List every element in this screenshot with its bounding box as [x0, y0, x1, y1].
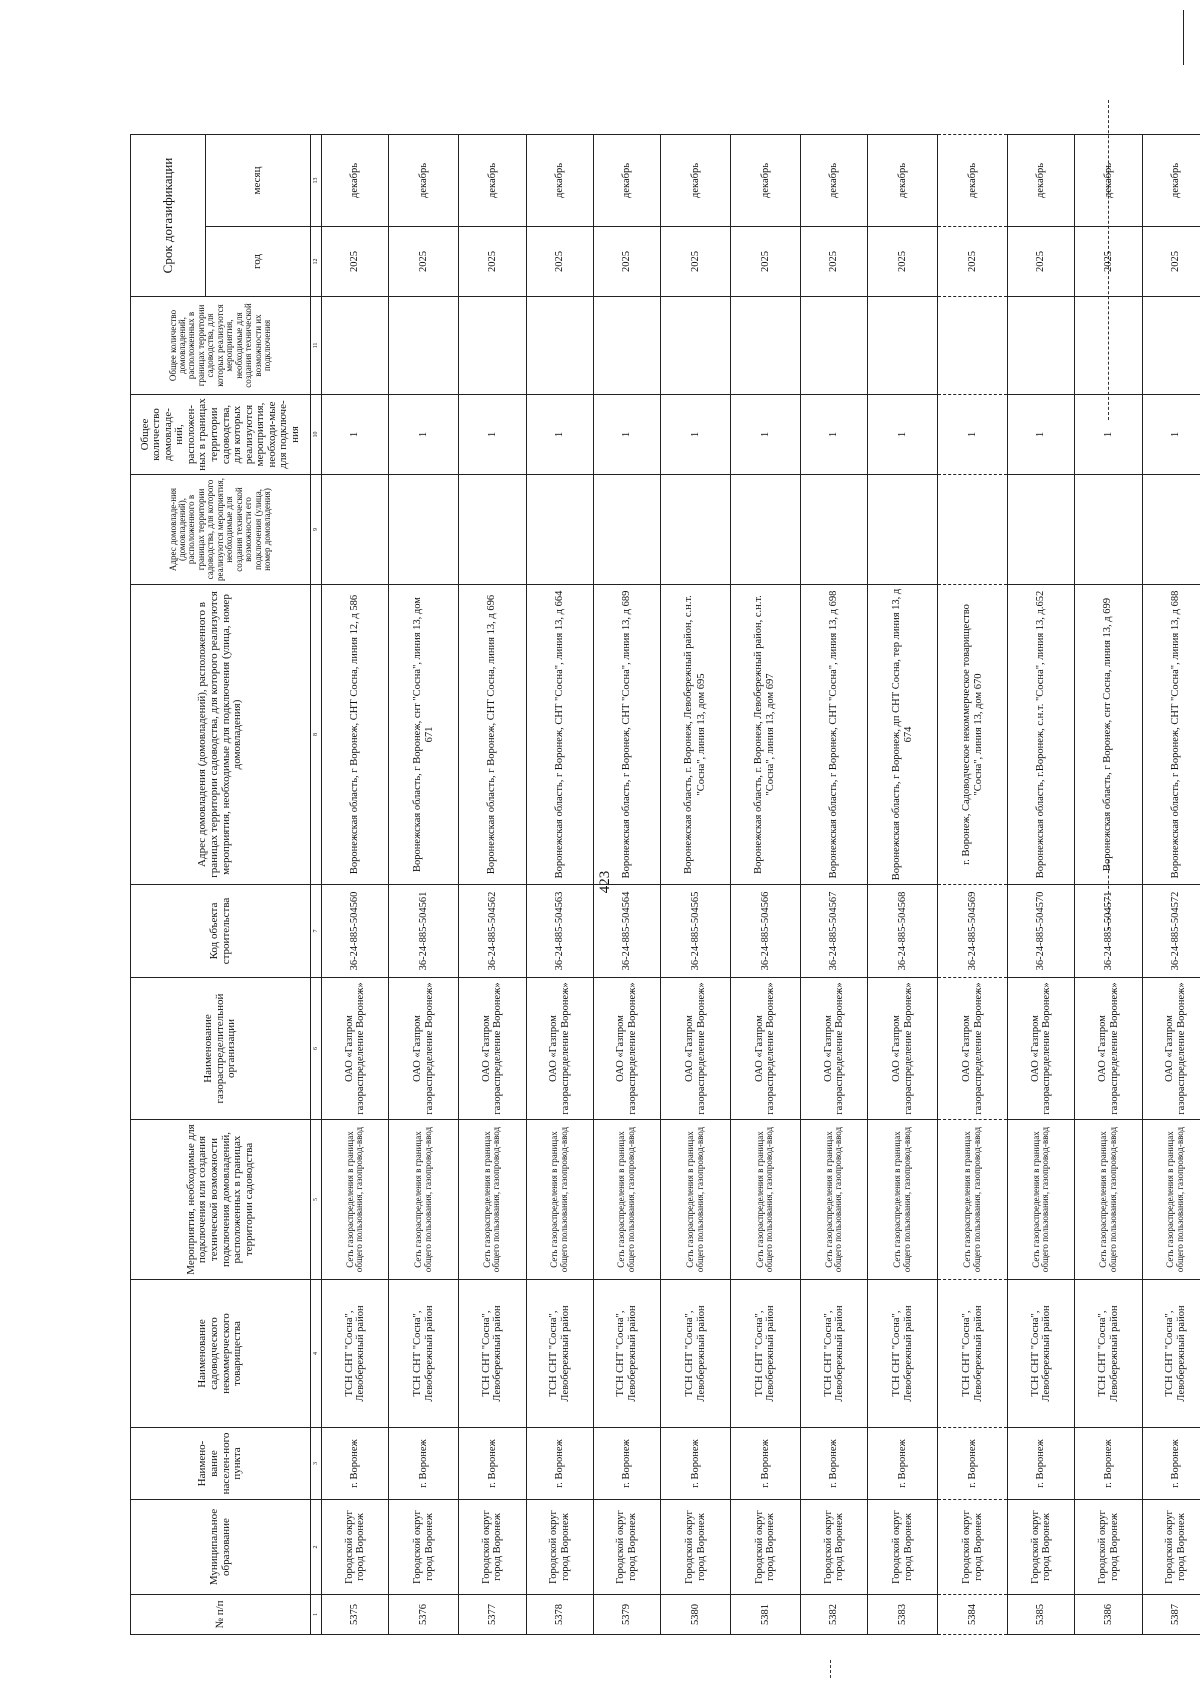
cell-count-tech: [800, 297, 867, 395]
cell-object-code: 36-24-885-504565: [661, 885, 731, 978]
cell-municipality: Городской округ город Воронеж: [1008, 1500, 1075, 1595]
col-num: 7: [311, 885, 322, 978]
cell-gas-org: ОАО «Газпром газораспределение Воронеж»: [800, 978, 867, 1120]
cell-year: 2025: [731, 227, 801, 297]
col-num: 6: [311, 978, 322, 1120]
cell-address: г. Воронеж, Садоводческое некоммерческое товарищество "Сосна", линия 13, дом 670: [938, 585, 1008, 885]
cell-municipality: Городской округ город Воронеж: [938, 1500, 1008, 1595]
cell-municipality: Городской округ город Воронеж: [868, 1500, 938, 1595]
cell-address-tech: [322, 475, 389, 585]
table-row: [1142, 135, 1200, 1635]
cell-no: 5387: [1142, 1595, 1200, 1635]
table-row: [938, 135, 1008, 1635]
cell-count: 1: [800, 395, 867, 475]
page-number: 423: [597, 870, 613, 894]
cell-municipality: Городской округ город Воронеж: [593, 1500, 660, 1595]
header-deadline: Срок догазификации: [131, 135, 206, 297]
cell-object-code: 36-24-885-504568: [868, 885, 938, 978]
cell-count: 1: [1008, 395, 1075, 475]
cell-count: 1: [731, 395, 801, 475]
cell-settlement: г. Воронеж: [800, 1428, 867, 1500]
cell-no: 5380: [661, 1595, 731, 1635]
cell-measure: Сеть газораспределения в границах общего пользования, газопровод-ввод: [938, 1120, 1008, 1280]
cell-measure: Сеть газораспределения в границах общего пользования, газопровод-ввод: [593, 1120, 660, 1280]
cell-object-code: 36-24-885-504569: [938, 885, 1008, 978]
cell-year: 2025: [868, 227, 938, 297]
cell-count-tech: [526, 297, 593, 395]
cell-object-code: 36-24-885-504567: [800, 885, 867, 978]
cell-municipality: Городской округ город Воронеж: [389, 1500, 459, 1595]
cell-address-tech: [731, 475, 801, 585]
column-numbers-row: [311, 135, 322, 1635]
cell-year: 2025: [593, 227, 660, 297]
cell-municipality: Городской округ город Воронеж: [322, 1500, 389, 1595]
cell-month: декабрь: [1142, 135, 1200, 227]
cell-address-tech: [1142, 475, 1200, 585]
cell-gas-org: ОАО «Газпром газораспределение Воронеж»: [459, 978, 526, 1120]
header-address: Адрес домовладения (домовладений), расположенного в границах территории садоводства, для которого реализуются мероприятия, необходимые для подключения (улица, номер домовладения): [131, 585, 311, 885]
cell-count: 1: [1142, 395, 1200, 475]
header-gas-org: Наименование газораспределительной организации: [131, 978, 311, 1120]
cell-measure: Сеть газораспределения в границах общего пользования, газопровод-ввод: [1008, 1120, 1075, 1280]
header-year: год: [206, 227, 311, 297]
cell-no: 5382: [800, 1595, 867, 1635]
cell-address: Воронежская область, г Воронеж, СНТ "Сосна", линия 13, д 698: [800, 585, 867, 885]
cell-year: 2025: [1075, 227, 1142, 297]
cell-month: декабрь: [1075, 135, 1142, 227]
table-row: [389, 135, 459, 1635]
cell-address-tech: [661, 475, 731, 585]
cell-no: 5375: [322, 1595, 389, 1635]
cell-year: 2025: [800, 227, 867, 297]
cell-measure: Сеть газораспределения в границах общего пользования, газопровод-ввод: [389, 1120, 459, 1280]
cell-month: декабрь: [389, 135, 459, 227]
table-row: [1075, 135, 1142, 1635]
cell-gas-org: ОАО «Газпром газораспределение Воронеж»: [322, 978, 389, 1120]
col-num: 9: [311, 475, 322, 585]
cell-month: декабрь: [1008, 135, 1075, 227]
cell-address-tech: [389, 475, 459, 585]
cell-month: декабрь: [593, 135, 660, 227]
cell-measure: Сеть газораспределения в границах общего пользования, газопровод-ввод: [322, 1120, 389, 1280]
cell-partnership: ТСН СНТ "Сосна", Левобережный район: [661, 1280, 731, 1428]
cell-count: 1: [526, 395, 593, 475]
cell-address: Воронежская область, г Воронеж, СНТ Сосна, линия 12, д 586: [322, 585, 389, 885]
cell-measure: Сеть газораспределения в границах общего пользования, газопровод-ввод: [661, 1120, 731, 1280]
header-month: месяц: [206, 135, 311, 227]
cell-municipality: Городской округ город Воронеж: [1075, 1500, 1142, 1595]
cell-settlement: г. Воронеж: [731, 1428, 801, 1500]
cell-address-tech: [800, 475, 867, 585]
cell-month: декабрь: [459, 135, 526, 227]
cell-object-code: 36-24-885-504562: [459, 885, 526, 978]
cell-settlement: г. Воронеж: [1008, 1428, 1075, 1500]
cell-measure: Сеть газораспределения в границах общего пользования, газопровод-ввод: [459, 1120, 526, 1280]
cell-partnership: ТСН СНТ "Сосна", Левобережный район: [389, 1280, 459, 1428]
cell-month: декабрь: [322, 135, 389, 227]
header-count-tech: Общее количество домовладений, расположенных в границах территории садоводства, для которых реализуются мероприятия, необходимые для создания технической возможности их подключения: [131, 297, 311, 395]
gasification-table: [130, 134, 1200, 1635]
cell-partnership: ТСН СНТ "Сосна", Левобережный район: [322, 1280, 389, 1428]
cell-count-tech: [938, 297, 1008, 395]
header-address-tech: Адрес домовладе-ния (домовладений), расположенного в границах территории садоводства, для которого реализуются мероприятия, необходимые для создания технической возможности его подключения (улица, номер домовладения): [131, 475, 311, 585]
cell-object-code: 36-24-885-504563: [526, 885, 593, 978]
col-num: 13: [311, 135, 322, 227]
cell-count-tech: [731, 297, 801, 395]
cell-gas-org: ОАО «Газпром газораспределение Воронеж»: [661, 978, 731, 1120]
cell-no: 5386: [1075, 1595, 1142, 1635]
cell-gas-org: ОАО «Газпром газораспределение Воронеж»: [1075, 978, 1142, 1120]
header-object-code: Код объекта строительства: [131, 885, 311, 978]
table-row: [800, 135, 867, 1635]
cell-count: 1: [661, 395, 731, 475]
cell-count-tech: [1142, 297, 1200, 395]
cell-count-tech: [1075, 297, 1142, 395]
cell-municipality: Городской округ город Воронеж: [800, 1500, 867, 1595]
cell-object-code: 36-24-885-504561: [389, 885, 459, 978]
cell-address: Воронежская область, г Воронеж, СНТ "Сосна", линия 13, д 664: [526, 585, 593, 885]
cell-measure: Сеть газораспределения в границах общего пользования, газопровод-ввод: [526, 1120, 593, 1280]
cell-gas-org: ОАО «Газпром газораспределение Воронеж»: [868, 978, 938, 1120]
cell-year: 2025: [322, 227, 389, 297]
cell-gas-org: ОАО «Газпром газораспределение Воронеж»: [389, 978, 459, 1120]
cell-settlement: г. Воронеж: [459, 1428, 526, 1500]
col-num: 10: [311, 395, 322, 475]
cell-address: Воронежская область, г Воронеж, СНТ "Сосна", линия 13, д 688: [1142, 585, 1200, 885]
header-partnership: Наименование садоводческого некоммерческого товарищества: [131, 1280, 311, 1428]
cell-count: 1: [593, 395, 660, 475]
cell-partnership: ТСН СНТ "Сосна", Левобережный район: [938, 1280, 1008, 1428]
cell-gas-org: ОАО «Газпром газораспределение Воронеж»: [593, 978, 660, 1120]
cell-count-tech: [868, 297, 938, 395]
cell-measure: Сеть газораспределения в границах общего пользования, газопровод-ввод: [800, 1120, 867, 1280]
cell-no: 5381: [731, 1595, 801, 1635]
rotated-register: [130, 135, 1200, 1635]
cell-count: 1: [938, 395, 1008, 475]
cell-count-tech: [459, 297, 526, 395]
cell-gas-org: ОАО «Газпром газораспределение Воронеж»: [731, 978, 801, 1120]
cell-no: 5376: [389, 1595, 459, 1635]
cell-settlement: г. Воронеж: [389, 1428, 459, 1500]
table-row: [526, 135, 593, 1635]
cell-settlement: г. Воронеж: [322, 1428, 389, 1500]
cell-year: 2025: [526, 227, 593, 297]
cell-gas-org: ОАО «Газпром газораспределение Воронеж»: [938, 978, 1008, 1120]
col-num: 1: [311, 1595, 322, 1635]
cell-month: декабрь: [731, 135, 801, 227]
cell-partnership: ТСН СНТ "Сосна", Левобережный район: [526, 1280, 593, 1428]
table-row: [731, 135, 801, 1635]
cell-settlement: г. Воронеж: [1142, 1428, 1200, 1500]
cell-object-code: 36-24-885-504564: [593, 885, 660, 978]
cell-partnership: ТСН СНТ "Сосна", Левобережный район: [593, 1280, 660, 1428]
cell-municipality: Городской округ город Воронеж: [526, 1500, 593, 1595]
cell-address-tech: [593, 475, 660, 585]
cell-gas-org: ОАО «Газпром газораспределение Воронеж»: [526, 978, 593, 1120]
cell-no: 5379: [593, 1595, 660, 1635]
cell-year: 2025: [661, 227, 731, 297]
header-count-connect: Общее количество домовладе-ний, расположен-ных в границах территории садоводства, для которых реализуются мероприятия, необходи-мые для подключе-ния: [131, 395, 311, 475]
table-row: [868, 135, 938, 1635]
col-num: 8: [311, 585, 322, 885]
cell-address-tech: [526, 475, 593, 585]
cell-year: 2025: [1008, 227, 1075, 297]
cell-municipality: Городской округ город Воронеж: [459, 1500, 526, 1595]
cell-object-code: 36-24-885-504571: [1075, 885, 1142, 978]
cell-month: декабрь: [800, 135, 867, 227]
header-municipality: Муниципальное образование: [131, 1500, 311, 1595]
cell-count: 1: [322, 395, 389, 475]
cell-measure: Сеть газораспределения в границах общего пользования, газопровод-ввод: [1075, 1120, 1142, 1280]
cell-settlement: г. Воронеж: [593, 1428, 660, 1500]
header-measures: Мероприятия, необходимые для подключения или создания технической возможности подключения домовладений, расположенных в границах территории садоводства: [131, 1120, 311, 1280]
cell-measure: Сеть газораспределения в границах общего пользования, газопровод-ввод: [731, 1120, 801, 1280]
cell-object-code: 36-24-885-504566: [731, 885, 801, 978]
bottom-tick: [830, 1660, 831, 1678]
table-row: [459, 135, 526, 1635]
col-num: 12: [311, 227, 322, 297]
cell-partnership: ТСН СНТ "Сосна", Левобережный район: [1142, 1280, 1200, 1428]
header-no: № п/п: [131, 1595, 311, 1635]
cell-count: 1: [389, 395, 459, 475]
header-settlement: Наимено-вание населен-ного пункта: [131, 1428, 311, 1500]
cell-object-code: 36-24-885-504560: [322, 885, 389, 978]
cell-partnership: ТСН СНТ "Сосна", Левобережный район: [868, 1280, 938, 1428]
cell-count-tech: [593, 297, 660, 395]
cell-partnership: ТСН СНТ "Сосна", Левобережный район: [1008, 1280, 1075, 1428]
cell-year: 2025: [389, 227, 459, 297]
col-num: 5: [311, 1120, 322, 1280]
cell-count-tech: [389, 297, 459, 395]
cell-partnership: ТСН СНТ "Сосна", Левобережный район: [459, 1280, 526, 1428]
cell-municipality: Городской округ город Воронеж: [731, 1500, 801, 1595]
cell-address-tech: [868, 475, 938, 585]
table-row: [1008, 135, 1075, 1635]
cell-month: декабрь: [661, 135, 731, 227]
cell-address: Воронежская область, г. Воронеж, Левобережный район, с.н.т. "Сосна", линия 13, дом 695: [661, 585, 731, 885]
cell-no: 5384: [938, 1595, 1008, 1635]
cell-address: Воронежская область, г. Воронеж, Левобережный район, с.н.т. "Сосна", линия 13, дом 697: [731, 585, 801, 885]
cell-partnership: ТСН СНТ "Сосна", Левобережный район: [1075, 1280, 1142, 1428]
cell-municipality: Городской округ город Воронеж: [1142, 1500, 1200, 1595]
cell-address: Воронежская область, г Воронеж, дп СНТ Сосна, тер линия 13, д 674: [868, 585, 938, 885]
cell-measure: Сеть газораспределения в границах общего пользования, газопровод-ввод: [868, 1120, 938, 1280]
cell-gas-org: ОАО «Газпром газораспределение Воронеж»: [1142, 978, 1200, 1120]
cell-address-tech: [1075, 475, 1142, 585]
cell-count-tech: [1008, 297, 1075, 395]
cell-address: Воронежская область, г.Воронеж, с.н.т. "Сосна", линия 13, д.652: [1008, 585, 1075, 885]
cell-no: 5378: [526, 1595, 593, 1635]
cell-municipality: Городской округ город Воронеж: [661, 1500, 731, 1595]
cell-month: декабрь: [938, 135, 1008, 227]
cell-settlement: г. Воронеж: [868, 1428, 938, 1500]
cell-object-code: 36-24-885-504570: [1008, 885, 1075, 978]
cell-no: 5385: [1008, 1595, 1075, 1635]
cell-count: 1: [459, 395, 526, 475]
cell-month: декабрь: [526, 135, 593, 227]
cell-address: Воронежская область, г Воронеж, снт Сосна, линия 13, д 699: [1075, 585, 1142, 885]
table-row: [322, 135, 389, 1635]
cell-count: 1: [1075, 395, 1142, 475]
cell-settlement: г. Воронеж: [938, 1428, 1008, 1500]
cell-no: 5377: [459, 1595, 526, 1635]
cell-settlement: г. Воронеж: [661, 1428, 731, 1500]
cell-count-tech: [661, 297, 731, 395]
cell-gas-org: ОАО «Газпром газораспределение Воронеж»: [1008, 978, 1075, 1120]
cell-object-code: 36-24-885-504572: [1142, 885, 1200, 978]
cell-month: декабрь: [868, 135, 938, 227]
cell-address: Воронежская область, г Воронеж, СНТ Сосна, линия 13, д 696: [459, 585, 526, 885]
cell-measure: Сеть газораспределения в границах общего пользования, газопровод-ввод: [1142, 1120, 1200, 1280]
cell-settlement: г. Воронеж: [526, 1428, 593, 1500]
table-row: [593, 135, 660, 1635]
cell-address-tech: [938, 475, 1008, 585]
cell-partnership: ТСН СНТ "Сосна", Левобережный район: [800, 1280, 867, 1428]
cell-address-tech: [1008, 475, 1075, 585]
cell-address: Воронежская область, г Воронеж, снт "Сосна", линия 13, дом 671: [389, 585, 459, 885]
cell-address: Воронежская область, г Воронеж, СНТ "Сосна", линия 13, д 689: [593, 585, 660, 885]
margin-line: [1183, 10, 1184, 65]
cell-address-tech: [459, 475, 526, 585]
cell-year: 2025: [938, 227, 1008, 297]
col-num: 2: [311, 1500, 322, 1595]
cell-count: 1: [868, 395, 938, 475]
col-num: 3: [311, 1428, 322, 1500]
cell-no: 5383: [868, 1595, 938, 1635]
col-num: 4: [311, 1280, 322, 1428]
table-row: [661, 135, 731, 1635]
cell-settlement: г. Воронеж: [1075, 1428, 1142, 1500]
col-num: 11: [311, 297, 322, 395]
cell-year: 2025: [459, 227, 526, 297]
cell-count-tech: [322, 297, 389, 395]
cell-partnership: ТСН СНТ "Сосна", Левобережный район: [731, 1280, 801, 1428]
cell-year: 2025: [1142, 227, 1200, 297]
